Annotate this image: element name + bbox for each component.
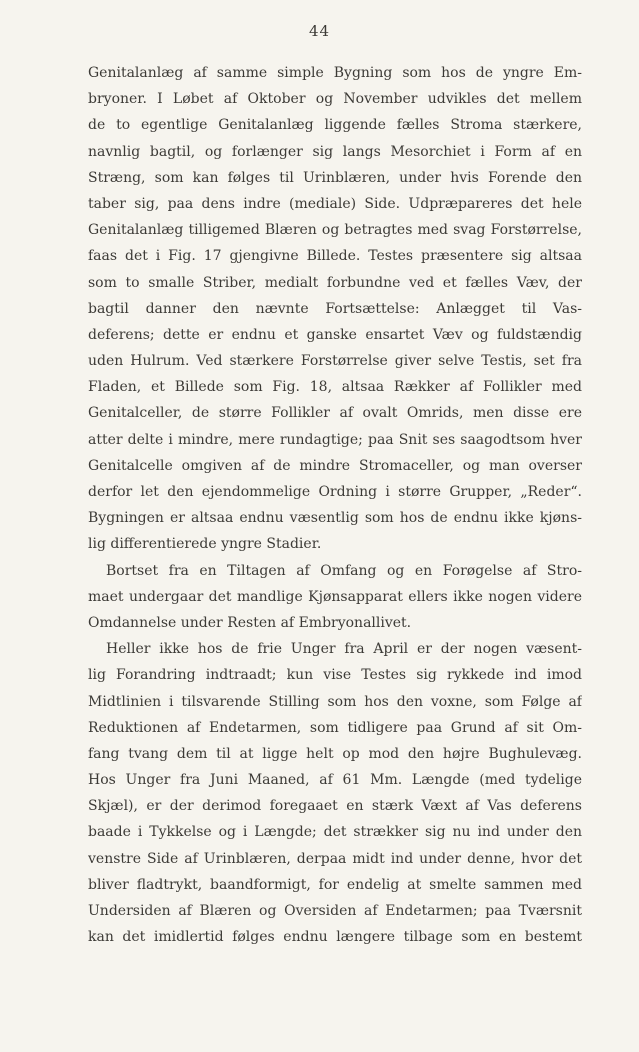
text-line: taber sig, paa dens indre (mediale) Side. Udpræpareres det hele [88,195,582,212]
text-line: kan det imidlertid følges endnu længere tilbage som en bestemt [88,929,582,946]
paragraph-first-line: Bortset fra en Tiltagen af Omfang og en Forøgelse af Stro- [106,562,582,579]
text-line: Bygningen er altsaa endnu væsentlig som hos de endnu ikke kjøns- [88,510,582,527]
text-line: Genitalanlæg af samme simple Bygning som hos de yngre Em- [88,65,582,81]
paragraph-first-line: Heller ikke hos de frie Unger fra April er der nogen væsent- [106,641,582,658]
text-line: Undersiden af Blæren og Oversiden af Endetarmen; paa Tværsnit [88,903,582,919]
text-line: fang tvang dem til at ligge helt op mod den højre Bughulevæg. [88,745,582,762]
text-line: bliver fladtrykt, baandformigt, for endelig at smelte sammen med [88,876,582,893]
text-line: Genitalcelle omgiven af de mindre Stromaceller, og man overser [88,457,582,474]
text-line: Hos Unger fra Juni Maaned, af 61 Mm. Længde (med tydelige [88,772,582,789]
text-line: uden Hulrum. Ved stærkere Forstørrelse giver selve Testis, set fra [88,353,582,370]
text-line: Midtlinien i tilsvarende Stilling som hos den voxne, som Følge af [88,693,582,710]
text-line: bryoner. I Løbet af Oktober og November udvikles det mellem [88,91,582,108]
text-line: som to smalle Striber, medialt forbundne ved et fælles Væv, der [88,274,582,291]
text-line: Genitalceller, de større Follikler af ovalt Omrids, men disse ere [88,405,582,422]
text-line: de to egentlige Genitalanlæg liggende fælles Stroma stærkere, [88,117,582,134]
text-line: bagtil danner den nævnte Fortsættelse: Anlægget til Vas- [88,300,582,317]
text-line: lig Forandring indtraadt; kun vise Testes sig rykkede ind imod [88,667,582,684]
text-line: maet undergaar det mandlige Kjønsapparat ellers ikke nogen videre [88,588,582,605]
text-line: Skjæl), er der derimod foregaaet en stærk Væxt af Vas deferens [88,798,582,815]
page-number: 44 [308,22,331,40]
text-line: derfor let den ejendommelige Ordning i større Grupper, „Reder“. [88,484,582,500]
text-line: Genitalanlæg tilligemed Blæren og betragtes med svag Forstørrelse, [88,222,582,239]
text-line: baade i Tykkelse og i Længde; det strækker sig nu ind under den [88,824,582,841]
text-line: Fladen, et Billede som Fig. 18, altsaa Rækker af Follikler med [88,379,582,396]
body-text [88,60,582,950]
text-line: atter delte i mindre, mere rundagtige; paa Snit ses saagodtsom hver [88,431,582,448]
text-line: faas det i Fig. 17 gjengivne Billede. Testes præsentere sig altsaa [88,248,582,265]
text-line: deferens; dette er endnu et ganske ensartet Væv og fuldstændig [88,326,582,343]
text-line: lig differentierede yngre Stadier. [88,536,322,553]
text-line: venstre Side af Urinblæren, derpaa midt ind under denne, hvor det [88,850,582,867]
text-line: Stræng, som kan følges til Urinblæren, under hvis Forende den [88,169,582,186]
text-line: Omdannelse under Resten af Embryonallivet. [88,614,412,631]
text-line: navnlig bagtil, og forlænger sig langs Mesorchiet i Form af en [88,143,582,160]
text-line: Reduktionen af Endetarmen, som tidligere paa Grund af sit Om- [88,719,582,736]
